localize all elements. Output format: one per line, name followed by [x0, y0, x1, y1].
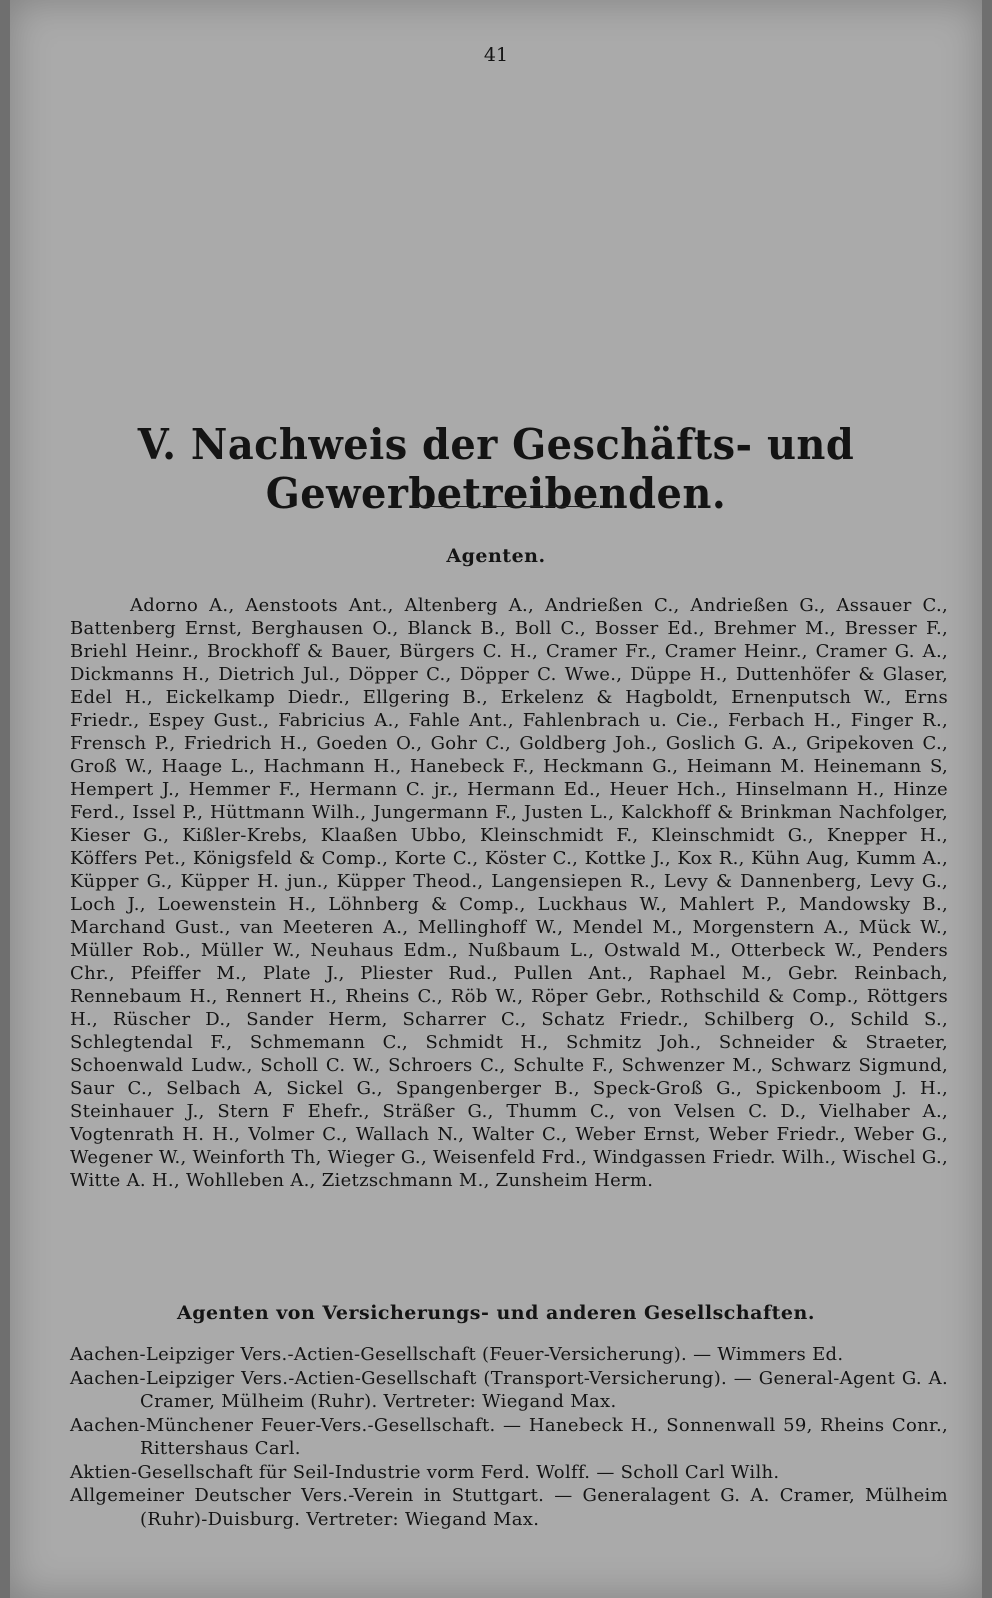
page-number: 41 [483, 44, 509, 66]
insurance-agents-heading: Agenten von Versicherungs- und anderen Gesellschaften. [177, 1302, 815, 1324]
title-divider [413, 506, 599, 507]
section-title: V. Nachweis der Geschäfts- und Gewerbetreibenden. [137, 420, 855, 518]
list-item: Aktien-Gesellschaft für Seil-Industrie vorm Ferd. Wolff. — Scholl Carl Wilh. [70, 1461, 780, 1483]
agents-list-text: Adorno A., Aenstoots Ant., Altenberg A., Andrießen C., Andrießen G., Assauer C., Battenberg Ernst, Berghausen O., Blanck B., Boll C., Bosser Ed., Brehmer M., Bresser F., Briehl Heinr., Brockhoff & Bauer, Bürgers C. H., Cramer Fr., Cramer Heinr., Cramer G. A., Dickmanns H., Dietrich Jul., Döpper C., Döpper C. Wwe., Düppe H., Duttenhöfer & Glaser, Edel H., Eickelkamp Diedr., Ellgering B., Erkelenz & Hagboldt, Ernenputsch W., Erns Friedr., Espey Gust., Fabricius A., Fahle Ant., Fahlenbrach u. Cie., Ferbach H., Finger R., Frensch P., Friedrich H., Goeden O., Gohr C., Goldberg Joh., Goslich G. A., Gripekoven C., Groß W., Haage L., Hachmann H., Hanebeck F., Heckmann G., Heimann M. Heinemann S, Hempert J., Hemmer F., Hermann C. jr., Hermann Ed., Heuer Hch., Hinselmann H., Hinze Ferd., Issel P., Hüttmann Wilh., Jungermann F., Justen L., Kalckhoff & Brinkman Nachfolger, Kieser G., Kißler-Krebs, Klaaßen Ubbo, Kleinschmidt F., Kleinschmidt G., Knepper H., Köffers Pet., Königsfeld & Comp., Korte C., Köster C., Kottke J., Kox R., Kühn Aug, Kumm A., Küpper G., Küpper H. jun., Küpper Theod., Langensiepen R., Levy & Dannenberg, Levy G., Loch J., Loewenstein H., Löhnberg & Comp., Luckhaus W., Mahlert P., Mandowsky B., Marchand Gust., van Meeteren A., Mellinghoff W., Mendel M., Morgenstern A., Mück W., Müller Rob., Müller W., Neuhaus Edm., Nußbaum L., Ostwald M., Otterbeck W., Penders Chr., Pfeiffer M., Plate J., Pliester Rud., Pullen Ant., Raphael M., Gebr. Reinbach, Rennebaum H., Rennert H., Rheins C., Röb W., Röper Gebr., Rothschild & Comp., Röttgers H., Rüscher D., Sander Herm, Scharrer C., Schatz Friedr., Schilberg O., Schild S., Schlegtendal F., Schmemann C., Schmidt H., Schmitz Joh., Schneider & Straeter, Schoenwald Ludw., Scholl C. W., Schroers C., Schulte F., Schwenzer M., Schwarz Sigmund, Saur C., Selbach A, Sickel G., Spangenberger B., Speck-Groß G., Spickenboom J. H., Steinhauer J., Stern F Ehefr., Sträßer G., Thumm C., von Velsen C. D., Vielhaber A., Vogtenrath H. H., Volmer C., Wallach N., Walter C., Weber Ernst, Weber Friedr., Weber G., Wegener W., Weinforth Th, Wieger G., Weisenfeld Frd., Windgassen Friedr. Wilh., Wischel G., Witte A. H., Wohlleben A., Zietzschmann M., Zunsheim Herm. [70, 595, 948, 1191]
list-item: Allgemeiner Deutscher Vers.-Verein in Stuttgart. — Generalagent G. A. Cramer, Mülheim (Ruhr)-Duisburg. Vertreter: Wiegand Max. [70, 1485, 948, 1530]
list-item: Aachen-Leipziger Vers.-Actien-Gesellschaft (Feuer-Versicherung). — Wimmers Ed. [70, 1344, 844, 1365]
list-item: Aachen-Münchener Feuer-Vers.-Gesellschaft. — Hanebeck H., Sonnenwall 59, Rheins Conr., Rittershaus Carl. [70, 1414, 948, 1459]
list-item: Aachen-Leipziger Vers.-Actien-Gesellschaft (Transport-Versicherung). — General-Agent G. A. Cramer, Mülheim (Ruhr). Vertreter: Wiegand Max. [70, 1367, 948, 1412]
agents-heading: Agenten. [446, 545, 546, 567]
scanned-page [10, 0, 982, 1598]
insurance-agents-list [70, 1343, 948, 1531]
